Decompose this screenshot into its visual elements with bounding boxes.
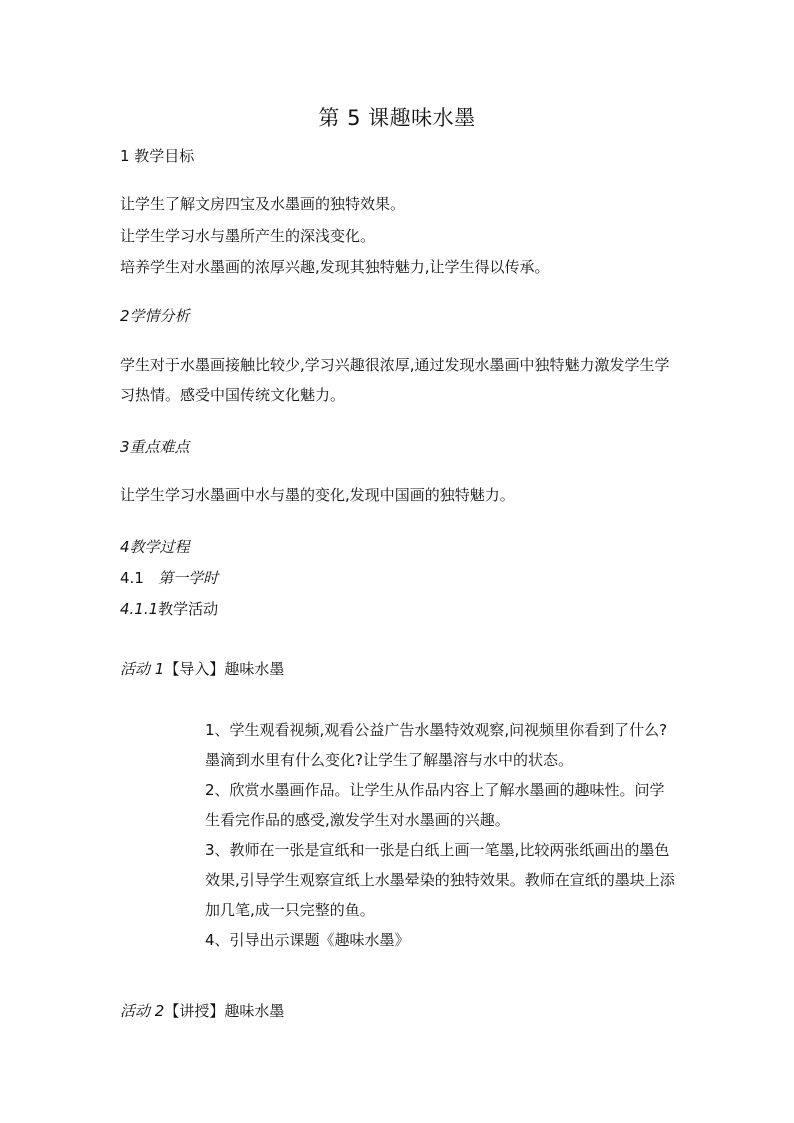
- activity-prefix: 活动 2: [120, 1002, 165, 1020]
- activity-item: 3、教师在一张是宣纸和一张是白纸上画一笔墨,比较两张纸画出的墨色效果,引导学生观察宣纸上水墨晕染的独特效果。教师在宣纸的墨块上添加几笔,成一只完整的鱼。: [205, 841, 675, 919]
- activity-tag: 【讲授】: [164, 1002, 225, 1020]
- subsection-number: 4.1: [120, 569, 144, 587]
- goal-line-1: 让学生了解文房四宝及水墨画的独特效果。: [120, 195, 406, 213]
- activity-name: 趣味水墨: [224, 1002, 285, 1020]
- activity-item: 2、欣赏水墨画作品。让学生从作品内容上了解水墨画的趣味性。问学生看完作品的感受,激发学生对水墨画的兴趣。: [205, 781, 665, 829]
- activity-item: 1、学生观看视频,观看公益广告水墨特效观察,问视频里你看到了什么?墨滴到水里有什么变化?让学生了解墨溶与水中的状态。: [205, 721, 668, 769]
- activity-1-items: [205, 715, 675, 955]
- section-heading-analysis: 2学情分析: [120, 307, 190, 325]
- page-title: 第 5 课趣味水墨: [318, 106, 476, 130]
- subsection-label: 教学活动: [158, 600, 219, 618]
- activity-prefix: 活动 1: [120, 660, 165, 678]
- activity-name: 趣味水墨: [224, 660, 285, 678]
- goal-line-2: 让学生学习水与墨所产生的深浅变化。: [120, 227, 376, 245]
- section-heading-keypoints: 3重点难点: [120, 438, 190, 456]
- subsection-number: 4.1.1: [120, 600, 159, 618]
- subsection-label: 第一学时: [158, 569, 219, 587]
- activity-tag: 【导入】: [164, 660, 225, 678]
- activity-2-heading: [120, 1000, 284, 1022]
- keypoints-paragraph: 让学生学习水墨画中水与墨的变化,发现中国画的独特魅力。: [120, 486, 515, 504]
- activity-item: 4、引导出示课题《趣味水墨》: [205, 931, 410, 949]
- subsection-4-1-1: [120, 598, 218, 620]
- subsection-4-1: [120, 567, 218, 589]
- activity-1-heading: [120, 658, 284, 680]
- section-heading-process: 4教学过程: [120, 538, 190, 556]
- section-heading-goals: 1 教学目标: [120, 147, 195, 165]
- analysis-paragraph: 学生对于水墨画接触比较少,学习兴趣很浓厚,通过发现水墨画中独特魅力激发学生学习热情。感受中国传统文化魅力。: [120, 356, 670, 404]
- goal-line-3: 培养学生对水墨画的浓厚兴趣,发现其独特魅力,让学生得以传承。: [120, 258, 550, 276]
